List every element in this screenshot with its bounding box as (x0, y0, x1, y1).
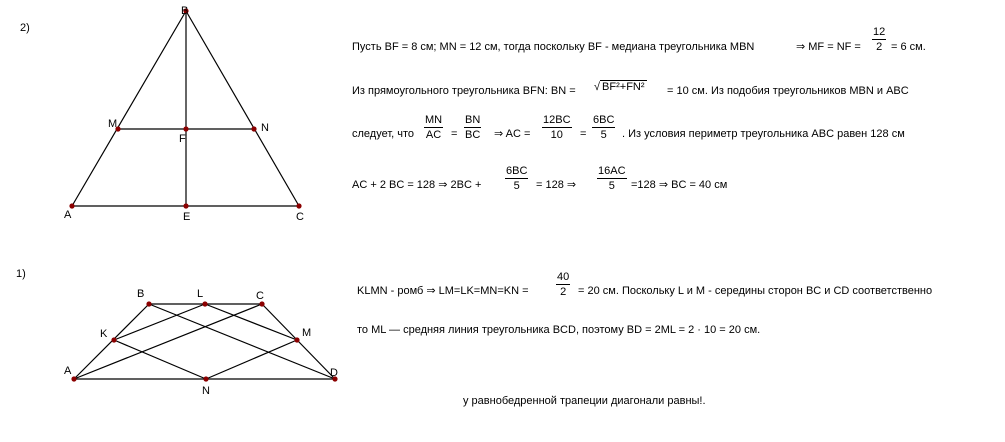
label-n-trap: N (202, 385, 210, 397)
p1-frac-den: 2 (560, 286, 567, 298)
p2-line2-text: Из прямоугольного треугольника BFN: BN = (352, 85, 576, 97)
problem-2-number: 2) (20, 22, 30, 34)
problem-1-number: 1) (16, 268, 26, 280)
p2-line3-implies: ⇒ AC = (494, 128, 531, 140)
p2-line4-fraction-1 (505, 165, 528, 192)
p2-line1-implies: ⇒ MF = NF = (796, 41, 861, 53)
rhombus-lm (205, 304, 297, 340)
point-a-trap (71, 376, 76, 381)
label-n: N (261, 122, 269, 134)
p2-f1-num: MN (425, 114, 443, 126)
p2-line3-text: следует, что (352, 128, 415, 140)
p2-line1-text: Пусть BF = 8 см; MN = 12 см, тогда поскольку BF - медиана треугольника MBN (352, 41, 755, 53)
label-b-trap: B (137, 288, 145, 300)
p2-line4-result: =128 ⇒ BC = 40 см (631, 179, 728, 191)
p1-line1-fraction (556, 271, 570, 298)
p2-line3-eq2: = (580, 128, 587, 140)
label-c-trap: C (256, 290, 264, 302)
label-m-trap: M (302, 327, 312, 339)
p2-line4-text: AC + 2 BC = 128 ⇒ 2BC + (352, 179, 482, 191)
p2-l4-f1-num: 6BC (506, 165, 528, 177)
p2-line1-frac-num: 12 (873, 26, 886, 38)
rhombus-nk (114, 340, 206, 379)
label-l: L (197, 288, 204, 300)
side-ab-trap (74, 304, 149, 379)
p2-line3-fraction-4 (592, 114, 615, 141)
p2-f1-den: AC (425, 129, 442, 141)
label-f: F (179, 133, 186, 145)
p2-f4-den: 5 (600, 129, 607, 141)
label-e: E (183, 211, 191, 223)
p1-frac-num: 40 (557, 271, 570, 283)
p2-line2-sqrt: √ BF²+FN² (594, 81, 645, 93)
p1-line1-result: = 20 см. Поскольку L и M - середины сторон BC и CD соответственно (578, 285, 933, 297)
p2-line3-eq: = (451, 128, 458, 140)
label-a: A (64, 209, 72, 221)
p2-line1-result: = 6 см. (891, 41, 926, 53)
p1-note: у равнобедренной трапеции диагонали равны!. (463, 395, 706, 407)
p2-f3-num: 12BC (543, 114, 571, 126)
point-f (183, 126, 188, 131)
label-a-trap: A (64, 365, 72, 377)
p2-line1-fraction (872, 26, 886, 53)
p2-l4-f2-num: 16AC (598, 165, 626, 177)
rhombus-kl (114, 304, 205, 340)
p2-line3-perimeter: . Из условия периметр треугольника ABC равен 128 см (622, 128, 905, 140)
p2-line4-eq: = 128 ⇒ (536, 179, 577, 191)
point-n (251, 126, 256, 131)
p2-f2-den: BC (465, 129, 481, 141)
point-c (296, 203, 301, 208)
point-e (183, 203, 188, 208)
p2-line3-fraction-2 (464, 114, 481, 141)
label-m: M (108, 118, 118, 130)
point-a (69, 203, 74, 208)
side-ab (72, 11, 186, 206)
p2-f4-num: 6BC (593, 114, 615, 126)
p1-line1-text: KLMN - ромб ⇒ LM=LK=MN=KN = (357, 285, 529, 297)
p2-line1-frac-den: 2 (876, 41, 883, 53)
point-b-trap (146, 301, 151, 306)
triangle-figure (72, 11, 299, 206)
label-c: C (296, 211, 304, 223)
p2-line2-result: = 10 см. Из подобия треугольников MBN и ABC (667, 85, 909, 97)
point-c-trap (259, 301, 264, 306)
p2-f2-num: BN (465, 114, 481, 126)
p2-line3-fraction-1 (424, 114, 443, 141)
p2-f3-den: 10 (550, 129, 563, 141)
p2-line4-fraction-2 (597, 165, 627, 192)
side-bc (186, 11, 299, 206)
p1-line2-text: то ML — средняя линия треугольника BCD, поэтому BD = 2ML = 2 · 10 = 20 см. (357, 324, 761, 336)
point-k (111, 337, 116, 342)
label-k: K (100, 328, 108, 340)
p2-line2-radicand: BF²+FN² (602, 81, 645, 93)
label-b: B (181, 5, 189, 17)
point-m-trap (294, 337, 299, 342)
p2-line3-fraction-3 (542, 114, 572, 141)
point-l (202, 301, 207, 306)
p2-l4-f2-den: 5 (608, 180, 615, 192)
label-d: D (330, 367, 338, 379)
p2-l4-f1-den: 5 (513, 180, 520, 192)
point-n-trap (203, 376, 208, 381)
